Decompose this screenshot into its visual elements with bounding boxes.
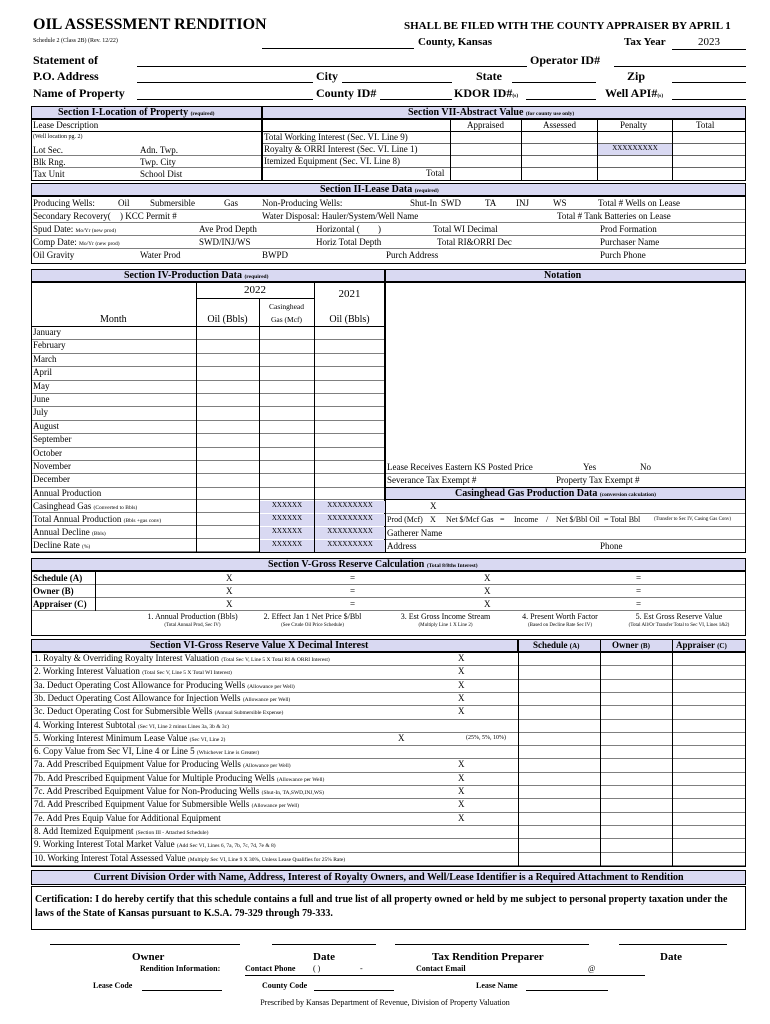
- month-row: August: [33, 420, 60, 431]
- sec6-line-note: (Sec VI, Line 2 minus Lines 3a, 3b & 3c): [137, 723, 229, 730]
- month-row: March: [33, 353, 57, 364]
- ta-text: Total Annual Production: [33, 514, 122, 524]
- sec6-line-text: 3c. Deduct Operating Cost for Submersible Wells: [34, 706, 213, 717]
- s6-sch-text: Schedule: [533, 640, 568, 650]
- sec6-line: [34, 653, 330, 664]
- sec6-line: [34, 853, 345, 864]
- sec6-line: [34, 786, 324, 797]
- chg-eq: =: [500, 515, 505, 524]
- tax-unit-label: Tax Unit: [33, 169, 65, 179]
- sec2-title-text: Section II-Lease Data: [320, 184, 413, 195]
- owner-signature-line[interactable]: [50, 935, 240, 945]
- owner-label: Owner: [132, 951, 165, 963]
- ad-xs-2021: XXXXXXXXX: [315, 527, 385, 539]
- annual-decline-label: [33, 527, 106, 538]
- non-producing-label: Non-Producing Wells:: [262, 198, 343, 208]
- filing-note: SHALL BE FILED WITH THE COUNTY APPRAISER BY APRIL 1: [404, 20, 731, 32]
- ta-xs-2021: XXXXXXXXX: [315, 514, 385, 526]
- net-mcf-label: Net $/Mcf Gas: [446, 515, 494, 524]
- section-1-title: [58, 107, 215, 119]
- sec6-line: [34, 826, 208, 837]
- net-oil-label: Net $/Bbl Oil: [556, 515, 600, 524]
- sec5-mark: =: [636, 599, 642, 609]
- school-dist-label: School Dist: [140, 169, 183, 179]
- sec5-col3-sub: (Multiply Line 1 X Line 2): [418, 623, 473, 628]
- sec6-schedule-col: [533, 640, 579, 651]
- ad-text: Annual Decline: [33, 527, 90, 537]
- total-wi-decimal-label: Total WI Decimal: [433, 224, 498, 234]
- total-label: Total: [696, 120, 715, 130]
- oil-bbls-2021-header: Oil (Bbls): [329, 314, 370, 325]
- twp-city-label: Twp. City: [140, 157, 176, 167]
- sec6-line-text: 8. Add Itemized Equipment: [34, 825, 134, 836]
- no-option[interactable]: No: [640, 462, 651, 472]
- cg-sub: (Converted to Bbls): [93, 505, 138, 511]
- sec5-col1: 1. Annual Production (Bbls): [147, 612, 238, 621]
- month-row: October: [33, 447, 62, 458]
- sec5-col5: 5. Est Gross Reserve Value: [635, 612, 723, 621]
- month-row: June: [33, 394, 50, 404]
- owner-date-line[interactable]: [272, 935, 376, 945]
- comp-date-label: [33, 237, 120, 248]
- tax-year-field[interactable]: 2023: [672, 36, 746, 50]
- income-label: Income: [514, 515, 538, 524]
- preparer-signature-line[interactable]: [395, 935, 589, 945]
- sec6-line-note: (Whichever Line is Greater): [196, 750, 260, 757]
- sec5-mark: X: [484, 586, 491, 596]
- appraised-label: Appraised: [467, 120, 504, 130]
- horizontal-close: ): [378, 224, 381, 234]
- sec6-x-mark: X: [458, 692, 465, 703]
- inj-label: INJ: [516, 198, 529, 208]
- sec5-mark: =: [350, 573, 356, 583]
- sec6-line: [34, 693, 290, 704]
- sec6-line: [34, 666, 232, 677]
- sec6-line-note: (Annual Submersible Expense): [214, 710, 284, 717]
- sec6-line: [34, 839, 276, 850]
- year-2022: 2022: [244, 284, 266, 296]
- schedule-ref: Schedule 2 (Class 2B) (Rev. 12/22): [33, 38, 118, 44]
- sec6-line: [34, 813, 221, 824]
- sec6-x-mark: X: [458, 653, 465, 663]
- s6-app-sub: (C): [717, 642, 727, 650]
- sec6-line-note: (Allowance per Well): [251, 803, 300, 810]
- chg-x: X: [430, 501, 437, 511]
- cert-body: I do hereby certify that this schedule contains a full and true list of all property owned or held by me subject to personal property taxation under the laws of the State of Kansas pursuant to K.S.A. 79-329 through 79-333.: [35, 894, 728, 919]
- oil-bbls-header: Oil (Bbls): [207, 314, 248, 325]
- month-row: September: [33, 434, 72, 445]
- sec6-line-note: (Allowance per Well): [247, 683, 295, 690]
- phone-dash: -: [360, 964, 363, 973]
- abstract-row-3: Itemized Equipment (Sec. VI. Line 8): [264, 156, 401, 166]
- section-7-title: [408, 107, 574, 119]
- state-label: State: [476, 69, 502, 83]
- cert-label: Certification:: [35, 894, 93, 905]
- sec6-line-note: (Allowance per Well): [243, 763, 291, 770]
- sec5-mark: X: [226, 573, 233, 583]
- gas-mcf-header: Gas (Mcf): [270, 315, 303, 324]
- sec7-note: (for county use only): [525, 111, 575, 117]
- s6-app-text: Appraiser: [676, 640, 715, 650]
- spud-sub: Mo/Yr (new prod): [75, 228, 117, 234]
- ta-sub: (Bbls +gas conv): [123, 518, 162, 524]
- county-id-label: County ID#: [316, 86, 377, 100]
- sec6-line-note: (Total Sec V, Line 5 X Total WI Interest): [142, 670, 232, 677]
- sec6-line: [34, 720, 229, 731]
- abstract-row-1: Total Working Interest (Sec. VI. Line 9): [264, 132, 408, 142]
- sec5-mark: =: [636, 573, 642, 583]
- sec5-mark: =: [636, 586, 642, 596]
- month-row: July: [33, 407, 49, 418]
- sec6-line-note: (Allowance per Well): [242, 696, 291, 703]
- dr-text: Decline Rate: [33, 540, 80, 550]
- line5-pct: (25%, 5%, 10%): [466, 735, 506, 741]
- sec6-x-mark: X: [458, 799, 465, 810]
- sec6-line-text: 1. Royalty & Overriding Royalty Interest Valuation: [34, 653, 220, 663]
- statement-of-field[interactable]: [137, 53, 527, 67]
- preparer-label: Tax Rendition Preparer: [432, 951, 544, 963]
- s6-sch-sub: (A): [569, 642, 580, 650]
- sec5-col3: 3. Est Gross Income Stream: [400, 612, 491, 621]
- well-api-text: Well API#: [605, 86, 658, 100]
- total-bbl-label: = Total Bbl: [604, 515, 641, 524]
- lease-name-label: Lease Name: [476, 981, 518, 990]
- sec6-line: [34, 799, 299, 810]
- sec6-line: [34, 759, 291, 770]
- sec5-owner-label: Owner (B): [33, 586, 74, 596]
- phone-label: Phone: [600, 541, 623, 551]
- email-at: @: [588, 964, 596, 973]
- kdor-id-label: [454, 86, 518, 100]
- submersible-label: Submersible: [150, 198, 195, 208]
- bwpd-label: BWPD: [262, 250, 289, 260]
- county-field[interactable]: [262, 38, 414, 49]
- line5-x: X: [398, 733, 405, 743]
- sec6-x-mark: X: [458, 786, 465, 796]
- sec6-line-note: (Add Sec VI, Lines 6, 7a, 7b, 7c, 7d, 7e & 8): [176, 843, 276, 850]
- swd-label: SWD: [441, 198, 461, 208]
- sec6-line-text: 7c. Add Prescribed Equipment Value for Non-Producing Wells: [34, 786, 260, 796]
- lot-sec-label: Lot Sec.: [33, 145, 63, 155]
- sec6-line: [34, 706, 283, 717]
- sec6-line-text: 7b. Add Prescribed Equipment Value for Multiple Producing Wells: [34, 772, 275, 783]
- month-row: April: [33, 367, 52, 378]
- s6-own-sub: (B): [640, 642, 650, 650]
- sec6-line-note: (Section III - Attached Schedule): [135, 829, 209, 836]
- section-6-title: Section VI-Gross Reserve Value X Decimal Interest: [150, 640, 369, 651]
- kcc-permit-label: ) KCC Permit #: [120, 211, 177, 221]
- cg-xs-2022: XXXXXX: [260, 501, 314, 513]
- gatherer-name-label: Gatherer Name: [387, 528, 443, 538]
- sec6-appraiser-col: [676, 640, 727, 651]
- comp-sub: Mo/Yr (new prod): [79, 241, 120, 247]
- chg-title-text: Casinghead Gas Production Data: [455, 488, 598, 499]
- sec5-mark: =: [350, 586, 356, 596]
- ad-xs-2022: XXXXXX: [260, 527, 314, 539]
- sec4-title-text: Section IV-Production Data: [124, 270, 242, 281]
- sec6-line-text: 2. Working Interest Valuation: [34, 666, 140, 677]
- sec5-col2-sub: (See Crude Oil Price Schedule): [281, 623, 344, 628]
- sec7-title-text: Section VII-Abstract Value: [408, 107, 524, 118]
- name-of-property-field[interactable]: [137, 86, 313, 100]
- city-label: City: [316, 69, 338, 83]
- sec5-mark: =: [350, 599, 356, 609]
- casinghead-header: Casinghead: [269, 302, 304, 311]
- preparer-date-line[interactable]: [619, 935, 727, 945]
- zip-field[interactable]: [672, 69, 746, 83]
- kdor-id-text: KDOR ID#: [454, 86, 513, 100]
- spud-text: Spud Date:: [33, 224, 74, 234]
- sec6-x-mark: X: [458, 772, 465, 783]
- penalty-label: Penalty: [620, 120, 647, 130]
- section-2-title: [320, 184, 439, 196]
- year-2021: 2021: [338, 288, 361, 300]
- lease-code-label: Lease Code: [93, 981, 133, 990]
- cg-xs-2021: XXXXXXXXX: [315, 501, 385, 513]
- prod-formation-label: Prod Formation: [600, 224, 657, 234]
- blk-rng-label: Blk Rng.: [33, 157, 66, 167]
- sec6-x-mark: X: [458, 666, 465, 677]
- sec6-line-note: (Sec VI, Line 2): [189, 736, 226, 743]
- secondary-recovery-label: Secondary Recovery(: [33, 211, 111, 221]
- month-row: February: [33, 340, 66, 351]
- assessed-label: Assessed: [543, 120, 576, 130]
- decline-rate-label: [33, 540, 90, 551]
- sec5-col4: 4. Present Worth Factor: [522, 612, 598, 621]
- sec5-note: (Total 8/8ths Interest): [426, 563, 478, 569]
- tax-year-label: Tax Year: [624, 36, 666, 48]
- sec6-line-text: 7e. Add Pres Equip Value for Additional Equipment: [34, 812, 221, 823]
- sec6-line-note: (Multiply Sec VI, Line 9 X 30%, Unless Lease Qualifies for 25% Rate): [187, 856, 346, 863]
- ws-label: WS: [553, 198, 567, 208]
- sec6-line-note: (Allowance per Well): [276, 776, 325, 783]
- property-exempt-label: Property Tax Exempt #: [556, 475, 640, 485]
- cg-text: Casinghead Gas: [33, 501, 92, 511]
- sec6-line-text: 7a. Add Prescribed Equipment Value for Producing Wells: [34, 759, 241, 770]
- well-location-note: (Well location pg. 2): [33, 134, 83, 140]
- attachment-note: Current Division Order with Name, Address, Interest of Royalty Owners, and Well/Lease Identifier is a Required Attachment to Rendition: [31, 870, 746, 885]
- sec5-title-text: Section V-Gross Reserve Calculation: [268, 559, 425, 570]
- total-wells-label: Total # Wells on Lease: [598, 198, 680, 208]
- sec6-line: [34, 680, 295, 691]
- operator-id-field[interactable]: [614, 53, 746, 67]
- annual-production-label: Annual Production: [33, 488, 102, 498]
- casinghead-gas-label: [33, 501, 137, 512]
- date2-label: Date: [660, 951, 682, 963]
- rendition-info-label: Rendition Information:: [140, 964, 221, 973]
- eastern-ks-label: Lease Receives Eastern KS Posted Price: [387, 462, 533, 472]
- sec1-req: (required): [190, 111, 215, 117]
- purch-phone-label: Purch Phone: [600, 250, 646, 260]
- purchaser-name-label: Purchaser Name: [600, 237, 660, 247]
- lease-code-field[interactable]: [142, 981, 222, 991]
- operator-id-label: Operator ID#: [530, 53, 601, 67]
- month-row: January: [33, 327, 61, 337]
- po-address-field[interactable]: [137, 69, 313, 83]
- county-id-field[interactable]: [380, 86, 452, 100]
- prod-mcf-label: Prod (Mcf): [387, 515, 423, 524]
- sec6-x-mark: X: [458, 706, 465, 717]
- sec1-title-text: Section I-Location of Property: [58, 107, 189, 118]
- ta-xs-2022: XXXXXX: [260, 514, 314, 526]
- sec6-line: [34, 773, 324, 784]
- sec6-x-mark: X: [458, 812, 465, 823]
- month-row: May: [33, 380, 50, 391]
- month-row: November: [33, 461, 71, 471]
- oil-gravity-label: Oil Gravity: [33, 250, 75, 260]
- horiz-total-depth-label: Horiz Total Depth: [316, 237, 382, 247]
- month-row: December: [33, 474, 70, 485]
- sec5-mark: X: [484, 573, 491, 583]
- sec6-line-text: 3b. Deduct Operating Cost Allowance for Injection Wells: [34, 692, 241, 703]
- month-header: Month: [100, 314, 127, 325]
- kdor-sub: (s): [512, 93, 519, 99]
- s6-own-text: Owner: [612, 640, 639, 650]
- sec6-line-note: (Shut-In, TA,SWD,INJ,WS): [261, 790, 324, 796]
- form-title: OIL ASSESSMENT RENDITION: [33, 16, 267, 33]
- sec6-line-note: (Total Sec V, Line 5 X Total RI & ORRI Interest): [221, 657, 330, 663]
- sec6-line-text: 9. Working Interest Total Market Value: [34, 839, 175, 850]
- penalty-xs: XXXXXXXXX: [598, 144, 672, 155]
- lease-description-label: Lease Description: [33, 120, 99, 130]
- ad-sub: (Bbls): [91, 531, 106, 537]
- sec5-mark: X: [226, 586, 233, 596]
- tank-batteries-label: Total # Tank Batteries on Lease: [557, 211, 671, 221]
- sec5-appraiser-label: Appraiser (C): [33, 599, 87, 609]
- sec2-req: (required): [414, 188, 439, 194]
- date-label: Date: [313, 951, 335, 963]
- county-kansas-label: County, Kansas: [418, 36, 492, 48]
- sec6-line-text: 6. Copy Value from Sec VI, Line 4 or Line 5: [34, 746, 195, 757]
- dr-xs-2021: XXXXXXXXX: [315, 540, 385, 552]
- city-field[interactable]: [342, 69, 452, 83]
- dr-xs-2022: XXXXXX: [260, 540, 314, 552]
- certification-text: [35, 893, 735, 921]
- sec6-line: [34, 733, 225, 744]
- sec5-mark: X: [484, 599, 491, 609]
- water-disposal-label: Water Disposal: Hauler/System/Well Name: [262, 211, 419, 221]
- horizontal-label: Horizontal (: [316, 224, 360, 234]
- sec6-line: [34, 746, 259, 757]
- state-field[interactable]: [512, 69, 596, 83]
- chg-x2: X: [430, 515, 436, 524]
- kdor-id-field[interactable]: [526, 86, 596, 100]
- contact-phone-label: Contact Phone: [245, 964, 296, 973]
- sec5-col1-sub: (Total Annual Prod, Sec IV): [164, 623, 221, 628]
- prescribed-by: Prescribed by Kansas Department of Revenue, Division of Property Valuation: [260, 998, 510, 1007]
- name-of-property-label: Name of Property: [33, 86, 125, 100]
- ave-prod-depth-label: Ave Prod Depth: [199, 224, 257, 234]
- lease-name-field[interactable]: [526, 981, 608, 991]
- sec6-line-text: 7d. Add Prescribed Equipment Value for Submersible Wells: [34, 799, 250, 810]
- contact-email-label: Contact Email: [416, 964, 466, 973]
- purch-address-label: Purch Address: [386, 250, 439, 260]
- sec5-schedule-label: Schedule (A): [33, 573, 83, 583]
- total-annual-label: [33, 514, 161, 525]
- sec6-line-text: 5. Working Interest Minimum Lease Value: [34, 732, 188, 743]
- swd-inj-ws-label: SWD/INJ/WS: [199, 237, 251, 247]
- sec6-x-mark: X: [458, 679, 465, 690]
- sec6-line-text: 3a. Deduct Operating Cost Allowance for Producing Wells: [34, 679, 246, 690]
- county-code-label: County Code: [262, 981, 308, 990]
- yes-option[interactable]: Yes: [583, 462, 597, 472]
- sec4-req: (required): [244, 274, 269, 280]
- total-ri-label: Total RI&ORRI Dec: [437, 237, 512, 247]
- water-prod-label: Water Prod: [140, 250, 181, 260]
- sec6-x-mark: X: [458, 759, 465, 770]
- zip-label: Zip: [627, 69, 646, 83]
- chg-title: [455, 488, 656, 500]
- sec6-line-text: 10. Working Interest Total Assessed Value: [34, 852, 186, 863]
- adn-twp-label: Adn. Twp.: [140, 145, 178, 155]
- oil-label: Oil: [118, 198, 130, 208]
- section-5-title: [268, 559, 478, 571]
- dr-sub: (%): [81, 544, 91, 550]
- total-bbl-sub: (Transfer to Sec IV, Casing Gas Conv): [654, 517, 732, 522]
- well-api-sub: (s): [657, 93, 664, 99]
- well-api-label: [605, 86, 663, 100]
- spud-date-label: [33, 224, 116, 235]
- phone-paren[interactable]: ( ): [313, 964, 321, 973]
- sec5-col5-sub: (Total All/Or Transfer Total to Sec VI, Lines 1&2): [628, 623, 730, 628]
- sec5-col2: 2. Effect Jan 1 Net Price $/Bbl: [263, 612, 362, 621]
- sec6-owner-col: [612, 640, 650, 651]
- address-label: Address: [387, 541, 417, 551]
- sec5-mark: X: [226, 599, 233, 609]
- producing-wells-label: Producing Wells:: [33, 198, 95, 208]
- severance-exempt-label: Severance Tax Exempt #: [387, 475, 477, 485]
- abstract-row-total: Total: [426, 168, 445, 178]
- chg-sub: (conversion calculation): [599, 492, 656, 498]
- ta-label: TA: [485, 198, 497, 208]
- gas-label: Gas: [224, 198, 238, 208]
- sec6-line-text: 4. Working Interest Subtotal: [34, 719, 136, 730]
- county-code-field[interactable]: [314, 981, 394, 991]
- abstract-row-2: Royalty & ORRI Interest (Sec. VI. Line 1): [264, 144, 418, 154]
- comp-text: Comp Date:: [33, 237, 77, 247]
- po-address-label: P.O. Address: [33, 69, 99, 83]
- chg-slash: /: [546, 515, 549, 524]
- notation-title: Notation: [544, 270, 582, 281]
- section-4-title: [124, 270, 268, 282]
- shut-in-label: Shut-In: [410, 198, 437, 208]
- sec5-col4-sub: (Based on Decline Rate Sec IV): [527, 623, 592, 628]
- statement-of-label: Statement of: [33, 53, 98, 67]
- well-api-field[interactable]: [672, 86, 746, 100]
